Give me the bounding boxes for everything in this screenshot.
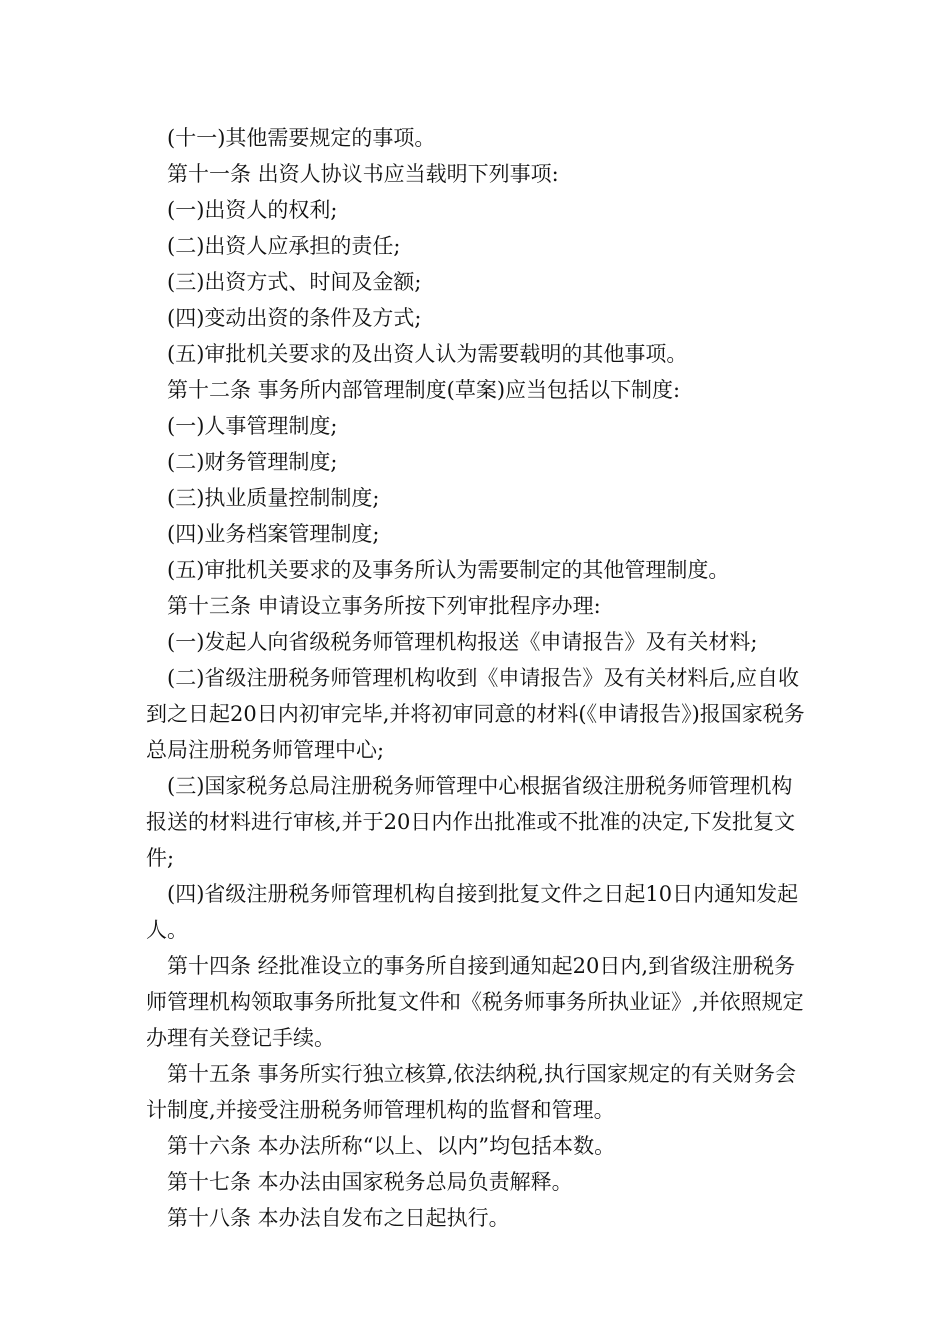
- list-item: (二)出资人应承担的责任;: [167, 234, 401, 258]
- article-11-heading: 第十一条 出资人协议书应当载明下列事项:: [167, 162, 559, 186]
- article-14-paragraph: 第十四条 经批准设立的事务所自接到通知起20日内,到省级注册税务师管理机构领取事务所批复文件和《税务师事务所执业证》,并依照规定办理有关登记手续。: [146, 954, 804, 1050]
- list-item: (一)发起人向省级税务师管理机构报送《申请报告》及有关材料;: [167, 630, 758, 654]
- article-15-paragraph: 第十五条 事务所实行独立核算,依法纳税,执行国家规定的有关财务会计制度,并接受注册税务师管理机构的监督和管理。: [146, 1062, 797, 1122]
- list-item: (一)出资人的权利;: [167, 198, 338, 222]
- list-item: (四)省级注册税务师管理机构自接到批复文件之日起10日内通知发起人。: [146, 882, 799, 942]
- list-item: (五)审批机关要求的及事务所认为需要制定的其他管理制度。: [167, 558, 730, 582]
- list-item: (四)变动出资的条件及方式;: [167, 306, 422, 330]
- paragraph-item-11: (十一)其他需要规定的事项。: [167, 126, 436, 150]
- article-17-paragraph: 第十七条 本办法由国家税务总局负责解释。: [167, 1170, 573, 1194]
- list-item: (四)业务档案管理制度;: [167, 522, 380, 546]
- article-16-paragraph: 第十六条 本办法所称“以上、以内”均包括本数。: [167, 1134, 616, 1158]
- list-item: (三)执业质量控制制度;: [167, 486, 380, 510]
- document-body: [146, 120, 806, 1236]
- list-item: (二)省级注册税务师管理机构收到《申请报告》及有关材料后,应自收到之日起20日内初审完毕,并将初审同意的材料(《申请报告》)报国家税务总局注册税务师管理中心;: [146, 666, 805, 762]
- list-item: (一)人事管理制度;: [167, 414, 338, 438]
- list-item: (五)审批机关要求的及出资人认为需要载明的其他事项。: [167, 342, 688, 366]
- list-item: (二)财务管理制度;: [167, 450, 338, 474]
- list-item: (三)国家税务总局注册税务师管理中心根据省级注册税务师管理机构报送的材料进行审核,并于20日内作出批准或不批准的决定,下发批复文件;: [146, 774, 796, 870]
- article-18-paragraph: 第十八条 本办法自发布之日起执行。: [167, 1206, 510, 1230]
- article-13-heading: 第十三条 申请设立事务所按下列审批程序办理:: [167, 594, 601, 618]
- list-item: (三)出资方式、时间及金额;: [167, 270, 422, 294]
- article-12-heading: 第十二条 事务所内部管理制度(草案)应当包括以下制度:: [167, 378, 681, 402]
